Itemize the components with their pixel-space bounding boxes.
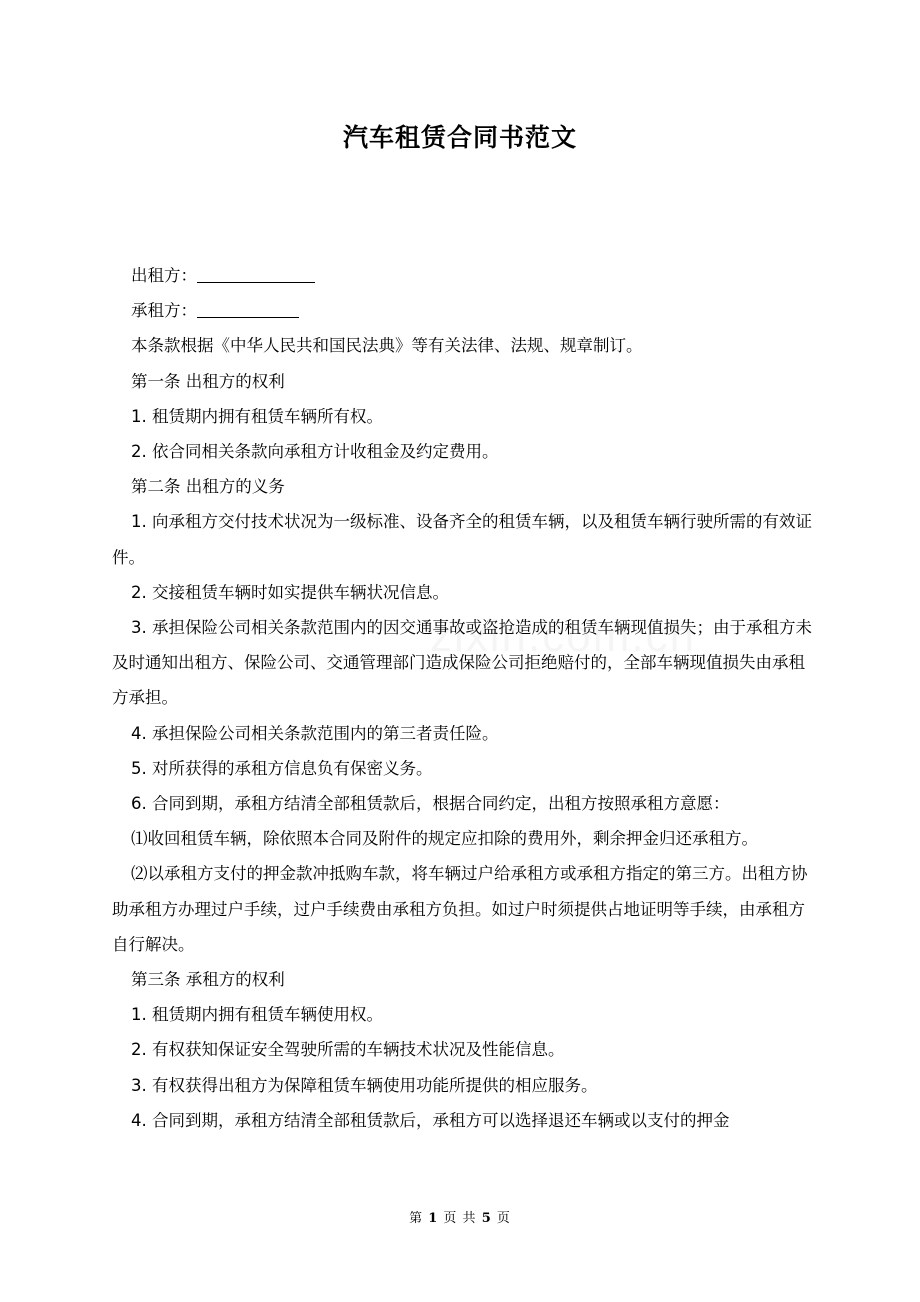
- paragraph: 1. 租赁期内拥有租赁车辆所有权。: [131, 406, 383, 426]
- paragraph: 5. 对所获得的承租方信息负有保密义务。: [131, 758, 433, 778]
- lessee-blank: [197, 299, 299, 318]
- document-body: [112, 258, 812, 1138]
- footer-suffix: 页: [496, 1211, 511, 1226]
- paragraph: ⑵以承租方支付的押金款冲抵购车款，将车辆过户给承租方或承租方指定的第三方。出租方协助承租方办理过户手续，过户手续费由承租方负担。如过户时须提供占地证明等手续，由承租方自行解决。: [112, 864, 808, 954]
- footer-current-page: 1: [428, 1211, 439, 1226]
- paragraph: 3. 有权获得出租方为保障租赁车辆使用功能所提供的相应服务。: [131, 1075, 598, 1095]
- paragraph: 4. 承担保险公司相关条款范围内的第三者责任险。: [131, 723, 499, 743]
- paragraph: 2. 有权获知保证安全驾驶所需的车辆技术状况及性能信息。: [131, 1040, 565, 1060]
- lessor-label: 出租方：: [131, 266, 197, 285]
- paragraph: 4. 合同到期，承租方结清全部租赁款后，承租方可以选择退还车辆或以支付的押金: [131, 1110, 730, 1130]
- paragraph-preamble: 本条款根据《中华人民共和国民法典》等有关法律、法规、规章制订。: [131, 336, 643, 356]
- paragraph: 1. 租赁期内拥有租赁车辆使用权。: [131, 1005, 383, 1025]
- paragraph: 2. 依合同相关条款向承租方计收租金及约定费用。: [131, 442, 499, 462]
- document-title: 汽车租赁合同书范文: [342, 123, 577, 152]
- footer-prefix: 第: [409, 1211, 424, 1226]
- article-heading: 第一条 出租方的权利: [131, 371, 285, 391]
- article-heading: 第三条 承租方的权利: [131, 970, 285, 990]
- page-footer: [0, 1207, 920, 1226]
- paragraph: 6. 合同到期，承租方结清全部租赁款后，根据合同约定，出租方按照承租方意愿：: [131, 794, 730, 814]
- article-heading: 第二条 出租方的义务: [131, 477, 285, 497]
- lessor-line: [112, 258, 812, 293]
- paragraph: 2. 交接租赁车辆时如实提供车辆状况信息。: [131, 582, 449, 602]
- lessee-line: [112, 293, 812, 328]
- lessee-label: 承租方：: [131, 301, 197, 321]
- footer-middle: 页 共: [443, 1211, 477, 1226]
- paragraph: 1. 向承租方交付技术状况为一级标准、设备齐全的租赁车辆，以及租赁车辆行驶所需的有效证件。: [112, 512, 812, 567]
- paragraph: ⑴收回租赁车辆，除依照本合同及附件的规定应扣除的费用外，剩余押金归还承租方。: [131, 829, 758, 849]
- paragraph: 3. 承担保险公司相关条款范围内的因交通事故或盗抢造成的租赁车辆现值损失；由于承租方未及时通知出租方、保险公司、交通管理部门造成保险公司拒绝赔付的，全部车辆现值损失由承租方承担。: [112, 618, 812, 708]
- footer-total-pages: 5: [481, 1211, 492, 1226]
- lessor-blank: [197, 264, 315, 283]
